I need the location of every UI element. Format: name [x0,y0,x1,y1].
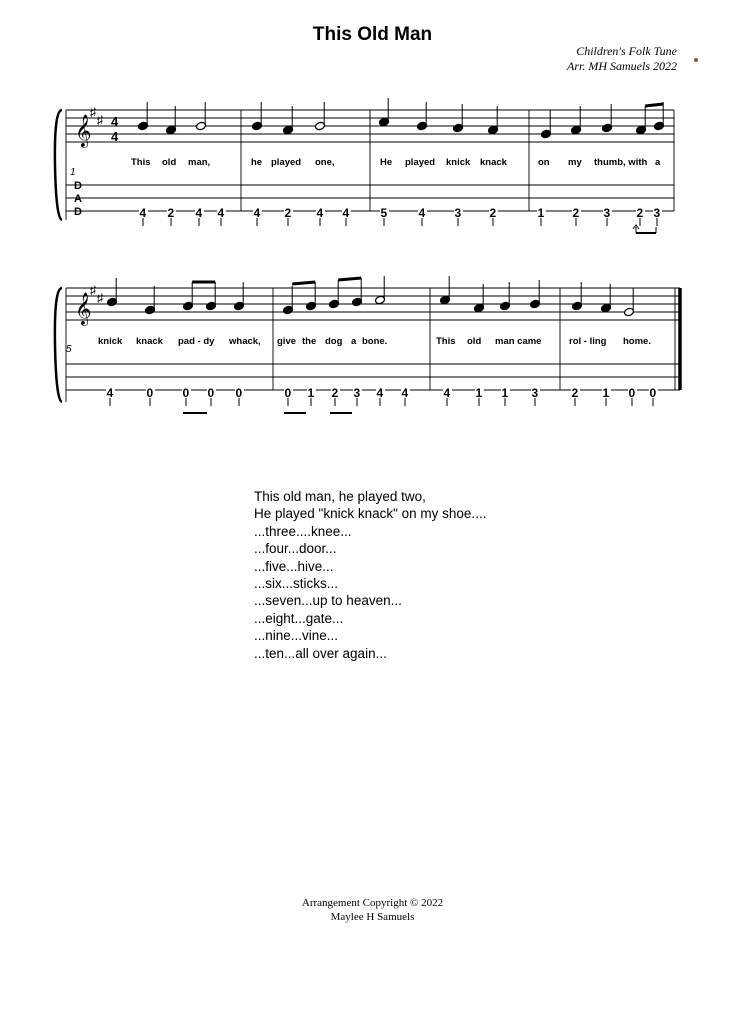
tab-number: 4 [195,206,203,220]
tab-number: 0 [207,386,215,400]
tab-string-label: D [74,180,82,192]
tab-number: 1 [307,386,315,400]
song-title: This Old Man [312,24,433,45]
tab-lines [66,364,680,390]
tab-number: 2 [167,206,175,220]
music-score [0,0,745,450]
lyric-word: played [405,157,436,168]
verse-line: ...nine...vine... [254,628,339,644]
tab-number: 2 [572,206,580,220]
lyric-word: This [436,336,456,347]
lyric-word: played [271,157,302,168]
lyric-word: on [538,157,550,168]
tab-number: 1 [501,386,509,400]
time-sig-bottom: 4 [111,129,119,144]
tab-number: 1 [602,386,610,400]
system-brace [55,288,62,402]
tab-number: 0 [235,386,243,400]
tab-number: 1 [475,386,483,400]
staff-lines [66,288,680,320]
treble-clef-icon: 𝄞 [75,293,92,324]
tab-number: 4 [253,206,261,220]
tab-number: 4 [316,206,324,220]
tab-number: 3 [454,206,462,220]
barlines [66,110,674,220]
tab-number: 4 [342,206,350,220]
lyric-word: thumb, with [594,157,648,168]
measure-number: 5 [66,344,72,355]
tab-number: 2 [284,206,292,220]
tab-numbers [139,206,662,226]
tab-number: 4 [106,386,114,400]
note-beam [338,278,361,280]
lyric-word: knack [136,336,163,347]
lyric-word: a [655,157,661,168]
tab-number: 0 [628,386,636,400]
tab-number: 0 [182,386,190,400]
lyric-word: rol - ling [569,336,607,347]
lyrics [98,336,651,347]
tab-number: 2 [331,386,339,400]
tab-number: 2 [571,386,579,400]
copyright-notice [0,896,745,924]
system-2 [55,276,680,413]
treble-clef-icon: 𝄞 [75,115,92,146]
tab-number: 0 [284,386,292,400]
tab-string-label: A [74,193,82,205]
additional-verses [254,488,486,662]
verse-line: ...five...hive... [254,558,334,574]
lyrics [131,157,661,168]
lyric-word: give [277,336,297,347]
lyric-word: man came [495,336,542,347]
lyric-word: a [351,336,357,347]
tab-numbers [106,386,658,406]
system-brace [55,110,62,220]
lyric-word: my [568,157,582,168]
verse-line: ...three....knee... [254,523,352,539]
verse-line: ...seven...up to heaven... [254,593,402,609]
tab-number: 4 [443,386,451,400]
lyric-word: knick [98,336,123,347]
note-beam [292,282,315,284]
tab-number: 4 [139,206,147,220]
tab-number: 3 [353,386,361,400]
tab-number: 4 [401,386,409,400]
tab-number: 4 [376,386,384,400]
slur-bracket [633,225,656,233]
verse-line: ...four...door... [254,541,337,557]
verse-line: ...six...sticks... [254,576,339,592]
copyright-line: Arrangement Copyright © 2022 [301,897,444,909]
tab-number: 2 [636,206,644,220]
tab-number: 3 [603,206,611,220]
verse-line: This old man, he played two, [254,489,426,504]
copyright-line: Maylee H Samuels [330,911,415,923]
lyric-word: one, [315,157,335,168]
measure-number: 1 [70,167,76,178]
tab-string-label: D [74,206,82,218]
lyric-word: home. [623,336,651,347]
composer-credit: Children's Folk Tune [576,44,677,58]
lyric-word: old [467,336,482,347]
lyric-word: He [380,157,393,168]
lyric-word: whack, [229,336,261,347]
verse-line: ...ten...all over again... [254,645,387,661]
arranger-credit: Arr. MH Samuels 2022 [567,59,677,73]
lyric-word: the [302,336,317,347]
key-signature-sharp: ♯ [90,283,96,297]
tab-number: 3 [653,206,661,220]
key-signature-sharp: ♯ [97,291,103,305]
lyric-word: knick [446,157,471,168]
lyric-word: old [162,157,177,168]
tab-number: 4 [217,206,225,220]
note-beam [645,104,663,106]
lyric-word: knack [480,157,507,168]
lyric-word: dog [325,336,343,347]
lyric-word: pad - dy [178,336,215,347]
tab-number: 5 [380,206,388,220]
key-signature-sharp: ♯ [97,113,103,127]
lyric-word: man, [188,157,211,168]
lyric-word: he [251,157,263,168]
key-signature-sharp: ♯ [90,105,96,119]
tab-number: 0 [146,386,154,400]
time-sig-top: 4 [111,114,119,129]
system-1 [55,98,674,233]
tab-number: 1 [537,206,545,220]
tab-number: 4 [418,206,426,220]
lyric-word: bone. [362,336,388,347]
lyric-word: This [131,157,151,168]
verse-line: He played "knick knack" on my shoe.... [254,506,487,522]
verse-line: ...eight...gate... [254,610,344,626]
tab-number: 2 [489,206,497,220]
tab-number: 3 [531,386,539,400]
tab-number: 0 [649,386,657,400]
